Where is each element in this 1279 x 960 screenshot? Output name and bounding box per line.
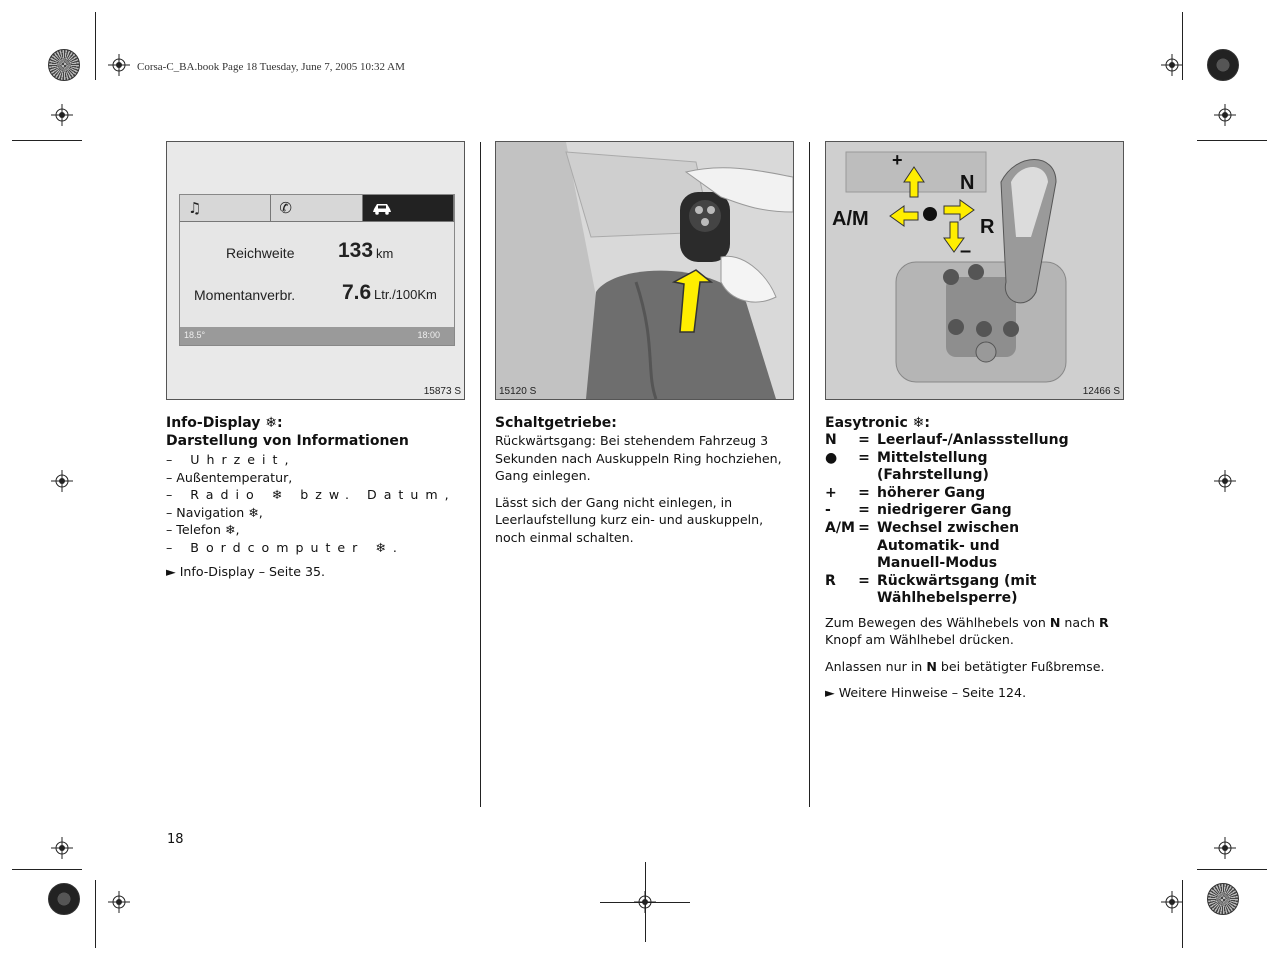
cross-reference: ► Weitere Hinweise – Seite 124. [825, 685, 1027, 701]
crop-mark [12, 140, 82, 141]
column-divider [480, 142, 481, 807]
easytronic-illustration [826, 142, 1123, 399]
paragraph: Zum Bewegen des Wählhebels von N nach R Knopf am Wählhebel drücken. [825, 614, 1109, 648]
car-icon [363, 195, 454, 221]
figure-number: 15873 S [423, 386, 461, 397]
color-rosette-mark [1207, 883, 1239, 915]
registration-target-icon [1214, 837, 1236, 859]
page-number: 18 [167, 832, 184, 847]
section-heading: Schaltgetriebe: [495, 415, 617, 431]
registration-target-icon [1214, 470, 1236, 492]
figure-number: 12466 S [1082, 386, 1120, 397]
info-display-figure [166, 141, 465, 400]
figure-number: 15120 S [499, 386, 537, 397]
definition-row: N = Leerlauf-/Anlassstellung [825, 432, 1069, 448]
gearshift-figure [495, 141, 794, 400]
color-rosette-mark [48, 883, 80, 915]
definition-row: A/M = Wechsel zwischen Automatik- und Manuell-Modus [825, 519, 1020, 572]
neutral-label: N [960, 172, 975, 194]
outside-temperature: 18.5° [184, 330, 206, 340]
range-label: Reichweite [226, 245, 295, 261]
crop-mark [1197, 869, 1267, 870]
definition-row: + = höherer Gang [825, 484, 986, 501]
list-item: – Außentemperatur, [166, 469, 293, 485]
clock-readout: 18:00 [417, 330, 440, 340]
print-header: Corsa-C_BA.book Page 18 Tuesday, June 7, 2005 10:32 AM [137, 61, 405, 73]
easytronic-figure [825, 141, 1124, 400]
section-heading: Info-Display ❄: [166, 415, 283, 431]
registration-target-icon [51, 837, 73, 859]
paragraph: Lässt sich der Gang nicht einlegen, in Leerlaufstellung kurz ein- und auskuppeln, noch einmal schalten. [495, 494, 764, 545]
list-item: – Telefon ❄, [166, 522, 240, 537]
crop-mark [95, 880, 96, 948]
minus-label: – [960, 240, 972, 262]
registration-target-icon [51, 470, 73, 492]
consumption-label: Momentanverbr. [194, 287, 296, 303]
registration-target-icon [51, 104, 73, 126]
reverse-label: R [980, 216, 995, 238]
plus-label: + [892, 150, 903, 170]
crop-mark [1197, 140, 1267, 141]
registration-target-icon [108, 891, 130, 913]
registration-target-icon [1161, 891, 1183, 913]
definition-list [825, 432, 1125, 608]
display-status-bar [180, 327, 454, 345]
range-value: 133 [338, 239, 374, 262]
section-heading: Easytronic ❄: [825, 415, 930, 431]
cross-reference: ► Info-Display – Seite 35. [166, 564, 325, 579]
gearbox-text [495, 414, 791, 555]
info-display-screen [179, 194, 455, 346]
am-label: A/M [832, 208, 869, 230]
registration-target-icon [1161, 54, 1183, 76]
list-item: – Uhrzeit, [166, 452, 296, 467]
definition-row: R = Rückwärtsgang (mit Wählhebelsperre) [825, 572, 1037, 607]
info-display-text [166, 414, 466, 581]
registration-target-icon [108, 54, 130, 76]
section-subheading: Darstellung von Informationen [166, 433, 409, 449]
easytronic-text [825, 414, 1125, 702]
list-item: – Radio ❄ bzw. Datum, [166, 487, 456, 502]
list-item: – Bordcomputer ❄. [166, 539, 404, 555]
column-divider [809, 142, 810, 807]
paragraph: Anlassen nur in N bei betätigter Fußbremse. [825, 658, 1105, 674]
color-rosette-mark [48, 49, 80, 81]
display-tab-bar [180, 195, 454, 222]
registration-target-icon [1214, 104, 1236, 126]
music-note-icon: ♫ [180, 195, 271, 221]
phone-icon: ✆ [271, 195, 362, 221]
consumption-unit: Ltr./100Km [374, 287, 437, 302]
range-unit: km [376, 246, 394, 261]
list-item: – Navigation ❄, [166, 504, 263, 520]
definition-row: ● = Mittelstellung (Fahrstellung) [825, 449, 989, 484]
crop-mark [12, 869, 82, 870]
crop-mark [95, 12, 96, 80]
paragraph: Rückwärtsgang: Bei stehendem Fahrzeug 3 Sekunden nach Auskuppeln Ring hochziehen, Gang einlegen. [495, 433, 782, 483]
consumption-value: 7.6 [342, 281, 372, 304]
color-rosette-mark [1207, 49, 1239, 81]
gearshift-illustration [496, 142, 793, 399]
crop-mark [645, 862, 646, 942]
definition-row: - = niedrigerer Gang [825, 502, 1012, 519]
